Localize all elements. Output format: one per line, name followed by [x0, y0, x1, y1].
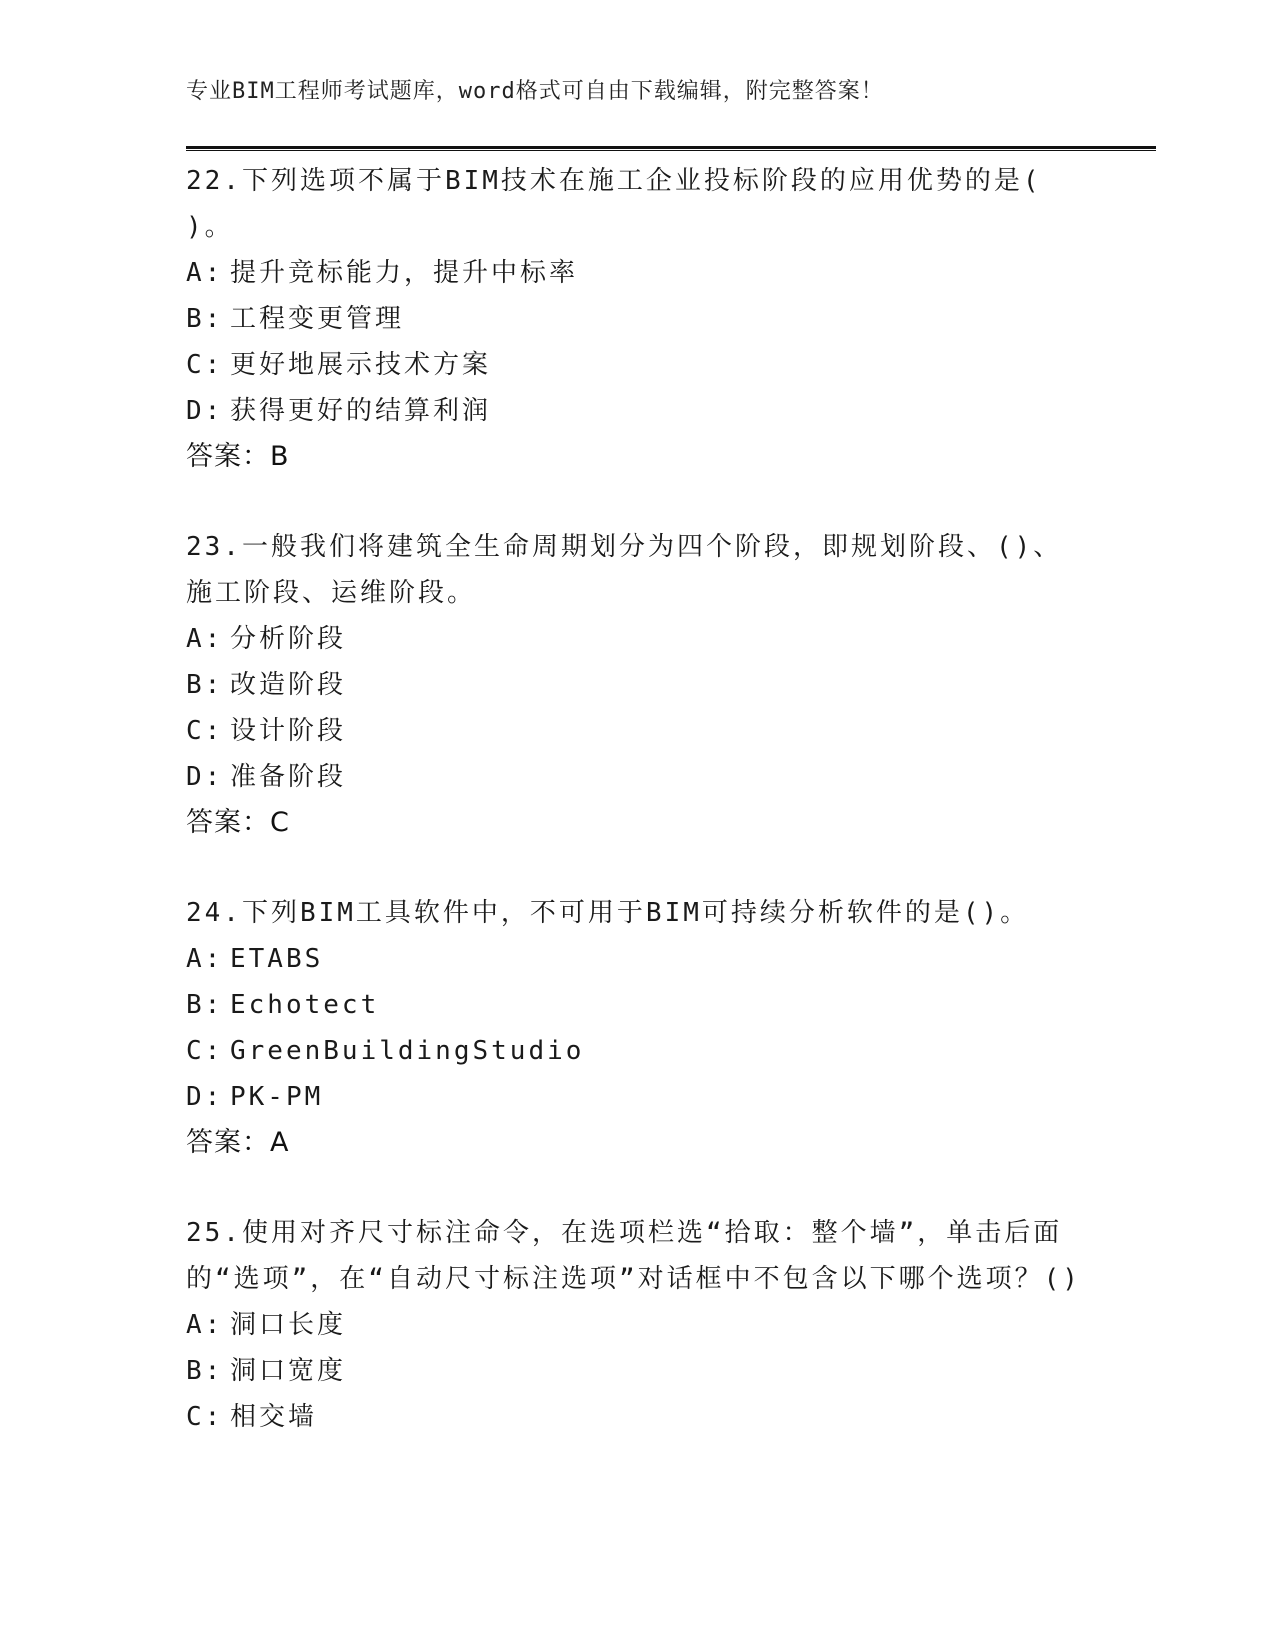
page-header: 专业BIM工程师考试题库，word格式可自由下载编辑，附完整答案！	[186, 79, 884, 104]
option-d	[186, 388, 1086, 434]
option-text: ETABS	[230, 944, 324, 974]
option-text: Echotect	[230, 990, 380, 1020]
option-letter: D:	[186, 1082, 224, 1112]
option-d	[186, 754, 1086, 800]
option-c	[186, 708, 1086, 754]
option-b	[186, 296, 1086, 342]
option-letter: B:	[186, 670, 224, 700]
answer-label: 答案：A	[186, 1127, 290, 1158]
option-c	[186, 1394, 1086, 1440]
option-b	[186, 1348, 1086, 1394]
option-letter: C:	[186, 716, 224, 746]
option-letter: C:	[186, 1402, 224, 1432]
option-b	[186, 982, 1086, 1028]
option-c	[186, 342, 1086, 388]
option-letter: C:	[186, 1036, 224, 1066]
answer-label: 答案：B	[186, 441, 290, 472]
option-text: 提升竞标能力，提升中标率	[230, 258, 579, 288]
option-letter: D:	[186, 396, 224, 426]
option-text: 分析阶段	[230, 624, 347, 654]
header-divider	[186, 146, 1156, 151]
question-text: 23.一般我们将建筑全生命周期划分为四个阶段，即规划阶段、()、施工阶段、运维阶段。	[186, 532, 1063, 608]
option-letter: B:	[186, 990, 224, 1020]
option-a	[186, 1302, 1086, 1348]
option-text: 洞口宽度	[230, 1356, 347, 1386]
option-text: 获得更好的结算利润	[230, 396, 492, 426]
question-22	[186, 158, 1086, 480]
option-b	[186, 662, 1086, 708]
option-text: 设计阶段	[230, 716, 347, 746]
question-23	[186, 524, 1086, 846]
option-letter: B:	[186, 304, 224, 334]
option-text: 工程变更管理	[230, 304, 405, 334]
option-letter: B:	[186, 1356, 224, 1386]
option-text: 改造阶段	[230, 670, 347, 700]
option-d	[186, 1074, 1086, 1120]
question-list	[186, 158, 1086, 1440]
option-text: GreenBuildingStudio	[230, 1036, 585, 1066]
question-text: 24.下列BIM工具软件中，不可用于BIM可持续分析软件的是()。	[186, 898, 1030, 928]
option-letter: A:	[186, 258, 224, 288]
question-text: 25.使用对齐尺寸标注命令，在选项栏选“拾取：整个墙”，单击后面的“选项”，在“自动尺寸标注选项”对话框中不包含以下哪个选项？()	[186, 1218, 1081, 1294]
answer-label: 答案：C	[186, 807, 290, 838]
option-a	[186, 616, 1086, 662]
question-text: 22.下列选项不属于BIM技术在施工企业投标阶段的应用优势的是( )。	[186, 166, 1061, 242]
option-letter: A:	[186, 944, 224, 974]
option-a	[186, 936, 1086, 982]
option-text: 相交墙	[230, 1402, 318, 1432]
option-letter: A:	[186, 1310, 224, 1340]
option-text: 洞口长度	[230, 1310, 347, 1340]
option-letter: C:	[186, 350, 224, 380]
option-text: 更好地展示技术方案	[230, 350, 492, 380]
option-letter: A:	[186, 624, 224, 654]
option-text: 准备阶段	[230, 762, 347, 792]
option-a	[186, 250, 1086, 296]
question-25	[186, 1210, 1086, 1440]
question-24	[186, 890, 1086, 1166]
option-letter: D:	[186, 762, 224, 792]
option-c	[186, 1028, 1086, 1074]
option-text: PK-PM	[230, 1082, 324, 1112]
